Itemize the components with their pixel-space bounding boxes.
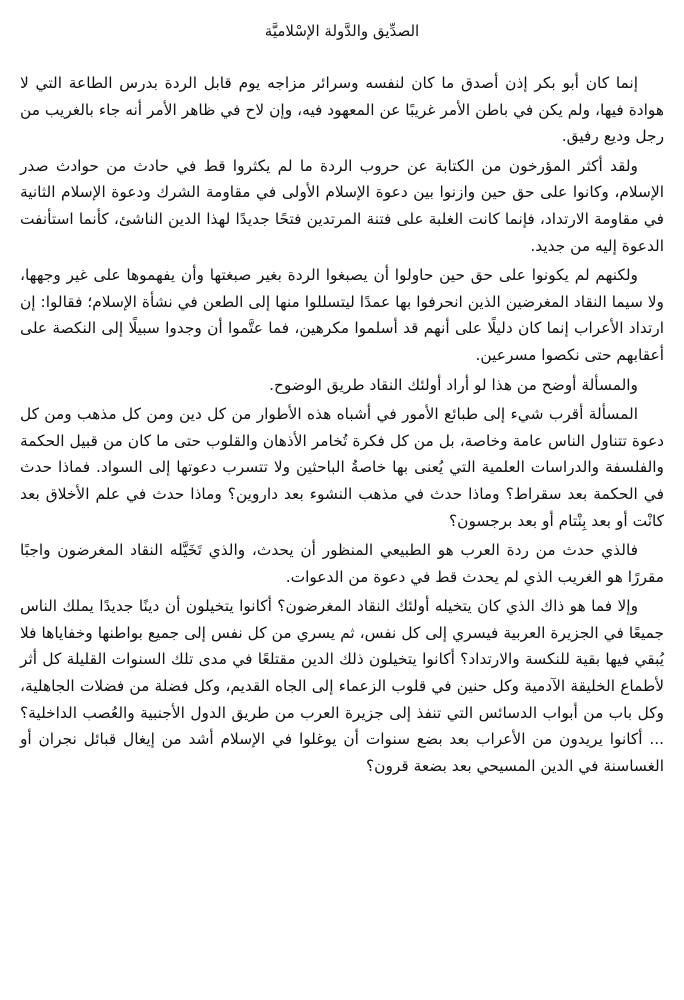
paragraph: ولكنهم لم يكونوا على حق حين حاولوا أن يصبغوا الردة بغير صبغتها وأن يفهموها على غير وجهها، ولا سيما النقاد المغرضين الذين انحرفوا بها عمدًا ليتسللوا منها إلى الطعن في نشأة الإسلام؛ فقالوا: إن ارتداد الأعراب إنما كان دليلًا على أنهم قد أسلموا مكرهين، فما عتَّموا أن وجدوا سبيلًا إلى النكصة على أعقابهم حتى نكصوا مسرعين. — [20, 266, 664, 364]
body-text — [20, 70, 664, 779]
paragraph: ولقد أكثر المؤرخون من الكتابة عن حروب الردة ما لم يكثروا قط في حادث من حوادث صدر الإسلام، وكانوا على حق حين وازنوا بين دعوة الإسلام الأولى في مقاومة الشرك ودعوة الإسلام الثانية في مقاومة الارتداد، فإنما كانت الغلبة على فتنة المرتدين فتحًا جديدًا لهذا الدين الناشئ، كأنما استأنفت الدعوة إليه من جديد. — [20, 156, 664, 255]
paragraph: إنما كان أبو بكر إذن أصدق ما كان لنفسه وسرائر مزاجه يوم قابل الردة بدرس الطاعة التي لا هوادة فيها، ولم يكن في باطن الأمر غريبًا عن المعهود فيه، وإن لاح في ظاهر الأمر أنه جاء بالغريب من رجل وديع رفيق. — [20, 74, 664, 146]
paragraph: وإلا فما هو ذاك الذي كان يتخيله أولئك النقاد المغرضون؟ أكانوا يتخيلون أن دينًا جديدًا يملك الناس جميعًا في الجزيرة العربية فيسري إلى كل نفس، ثم يسري من كل نفس إلى جميع بواطنها وخفاياها فلا يُبقي فيها بقية للنكسة والارتداد؟ أكانوا يتخيلون ذلك الدين مقتلعًا في مدى تلك السنوات القليلة كل أثر لأطماع الخليقة الآدمية وكل حنين في قلوب الزعماء إلى الجاه القديم، وكل فضلة من فضلات الجاهلية، وكل باب من أبواب الدسائس التي تنفذ إلى جزيرة العرب من طريق الدول الأجنبية والعُصب الداخلية؟ ... أكانوا يريدون من الأعراب بعد بضع سنوات أن يوغلوا في الإسلام أشد من إيغال قبائل نجران أو الغساسنة في الدين المسيحي بعد بضعة قرون؟ — [20, 597, 664, 775]
paragraph: المسألة أقرب شيء إلى طبائع الأمور في أشباه هذه الأطوار من كل دين ومن كل مذهب ومن كل دعوة تتناول الناس عامة وخاصة، بل من كل فكرة تُخامر الأذهان والقلوب حتى ما كان من قبيل الحكمة والفلسفة والدراسات العلمية التي يُعنى بها خاصةُ الباحثين ولا تتسرب دعوتها إلى السواد. فماذا حدث في الحكمة بعد سقراط؟ وماذا حدث في مذهب النشوء بعد داروين؟ وماذا حدث في علم الأخلاق بعد كانْت أو بعد بِنْتام أو بعد برجسون؟ — [20, 405, 664, 530]
running-title: الصدِّيق والدَّولة الإسْلاميَّة — [264, 22, 420, 40]
paragraph: والمسألة أوضح من هذا لو أراد أولئك النقاد طريق الوضوح. — [269, 375, 638, 394]
paragraph: فالذي حدث من ردة العرب هو الطبيعي المنظور أن يحدث، والذي تَخَيَّله النقاد المغرضون واجبًا مقررًا هو الغريب الذي لم يحدث قط في دعوة من الدعوات. — [20, 541, 664, 586]
